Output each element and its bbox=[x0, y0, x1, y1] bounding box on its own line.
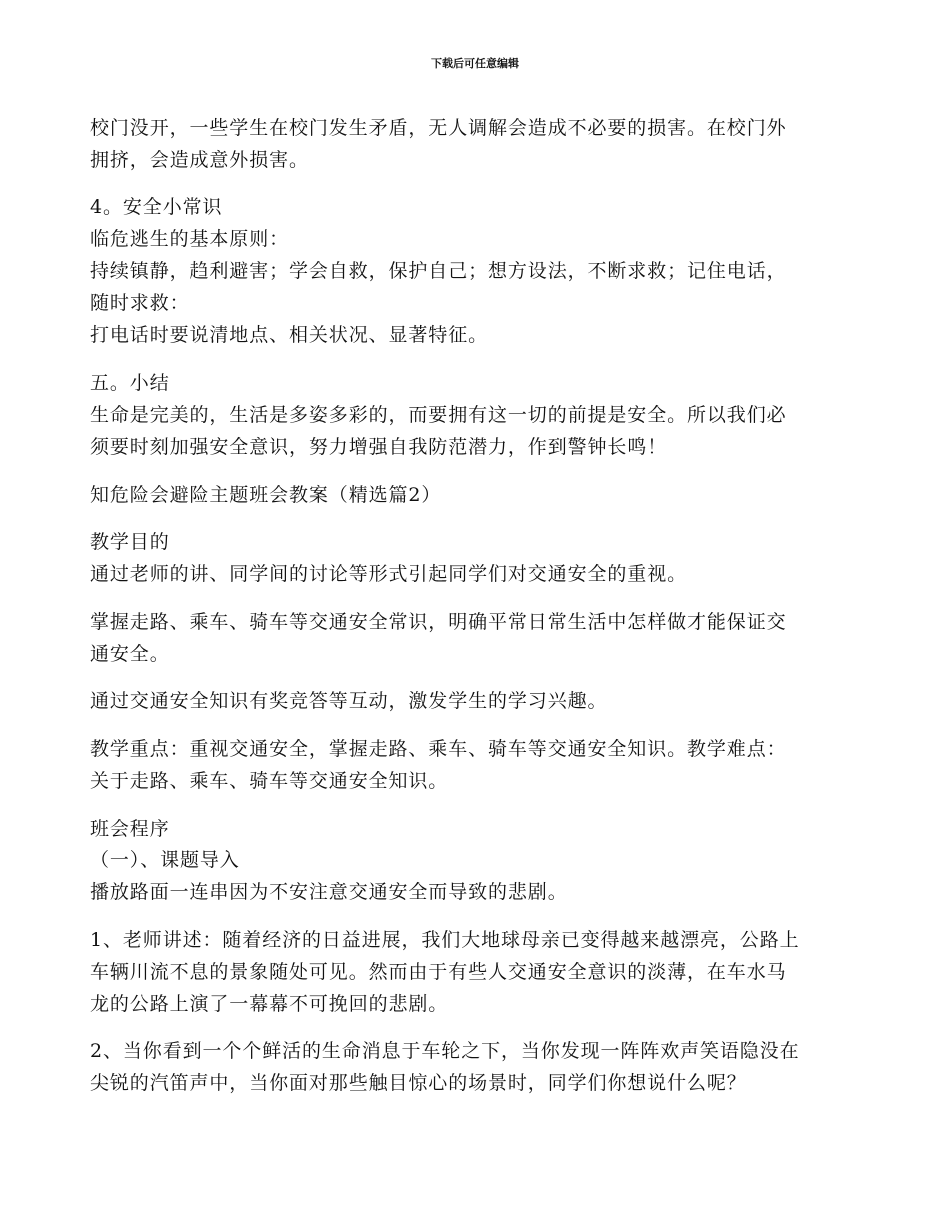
text-line: 生命是完美的，生活是多姿多彩的，而要拥有这一切的前提是安全。所以我们必 bbox=[90, 404, 787, 426]
text-line: 临危逃生的基本原则： bbox=[90, 228, 290, 250]
text-line: 持续镇静，趋利避害；学会自救，保护自己；想方设法，不断求救；记住电话， bbox=[90, 260, 787, 282]
text-line: 校门没开，一些学生在校门发生矛盾，无人调解会造成不必要的损害。在校门外 bbox=[90, 117, 787, 139]
text-line: 车辆川流不息的景象随处可见。然而由于有些人交通安全意识的淡薄，在车水马 bbox=[90, 961, 787, 983]
text-line: 通过老师的讲、同学间的讨论等形式引起同学们对交通安全的重视。 bbox=[90, 563, 688, 585]
section-heading: （一）、课题导入 bbox=[90, 849, 240, 871]
section-heading: 班会程序 bbox=[90, 818, 170, 840]
text-line: 1、老师讲述：随着经济的日益进展，我们大地球母亲已变得越来越漂亮，公路上 bbox=[90, 929, 800, 951]
text-line: 打电话时要说清地点、相关状况、显著特征。 bbox=[90, 324, 489, 346]
section-heading: 教学目的 bbox=[90, 531, 170, 553]
text-line: 尖锐的汽笛声中，当你面对那些触目惊心的场景时，同学们你想说什么呢？ bbox=[90, 1072, 747, 1094]
text-line: 须要时刻加强安全意识，努力增强自我防范潜力，作到警钟长鸣！ bbox=[90, 436, 668, 458]
text-line: 通过交通安全知识有奖竞答等互动，激发学生的学习兴趣。 bbox=[90, 690, 608, 712]
text-line: 龙的公路上演了一幕幕不可挽回的悲剧。 bbox=[90, 993, 449, 1015]
text-line: 随时求救： bbox=[90, 292, 190, 314]
text-line: 掌握走路、乘车、骑车等交通安全常识，明确平常日常生活中怎样做才能保证交 bbox=[90, 611, 787, 633]
section-heading: 4。安全小常识 bbox=[90, 196, 223, 218]
text-line: 拥挤，会造成意外损害。 bbox=[90, 149, 309, 171]
page-header: 下载后可任意编辑 bbox=[431, 57, 519, 70]
text-line: 2、当你看到一个个鲜活的生命消息于车轮之下，当你发现一阵阵欢声笑语隐没在 bbox=[90, 1040, 800, 1062]
text-line: 关于走路、乘车、骑车等交通安全知识。 bbox=[90, 770, 449, 792]
text-line: 播放路面一连串因为不安注意交通安全而导致的悲剧。 bbox=[90, 881, 568, 903]
section-heading: 五。小结 bbox=[90, 372, 170, 394]
text-line: 通安全。 bbox=[90, 643, 170, 665]
text-line: 教学重点：重视交通安全，掌握走路、乘车、骑车等交通安全知识。教学难点： bbox=[90, 738, 787, 760]
article-title: 知危险会避险主题班会教案（精选篇2） bbox=[90, 484, 442, 506]
